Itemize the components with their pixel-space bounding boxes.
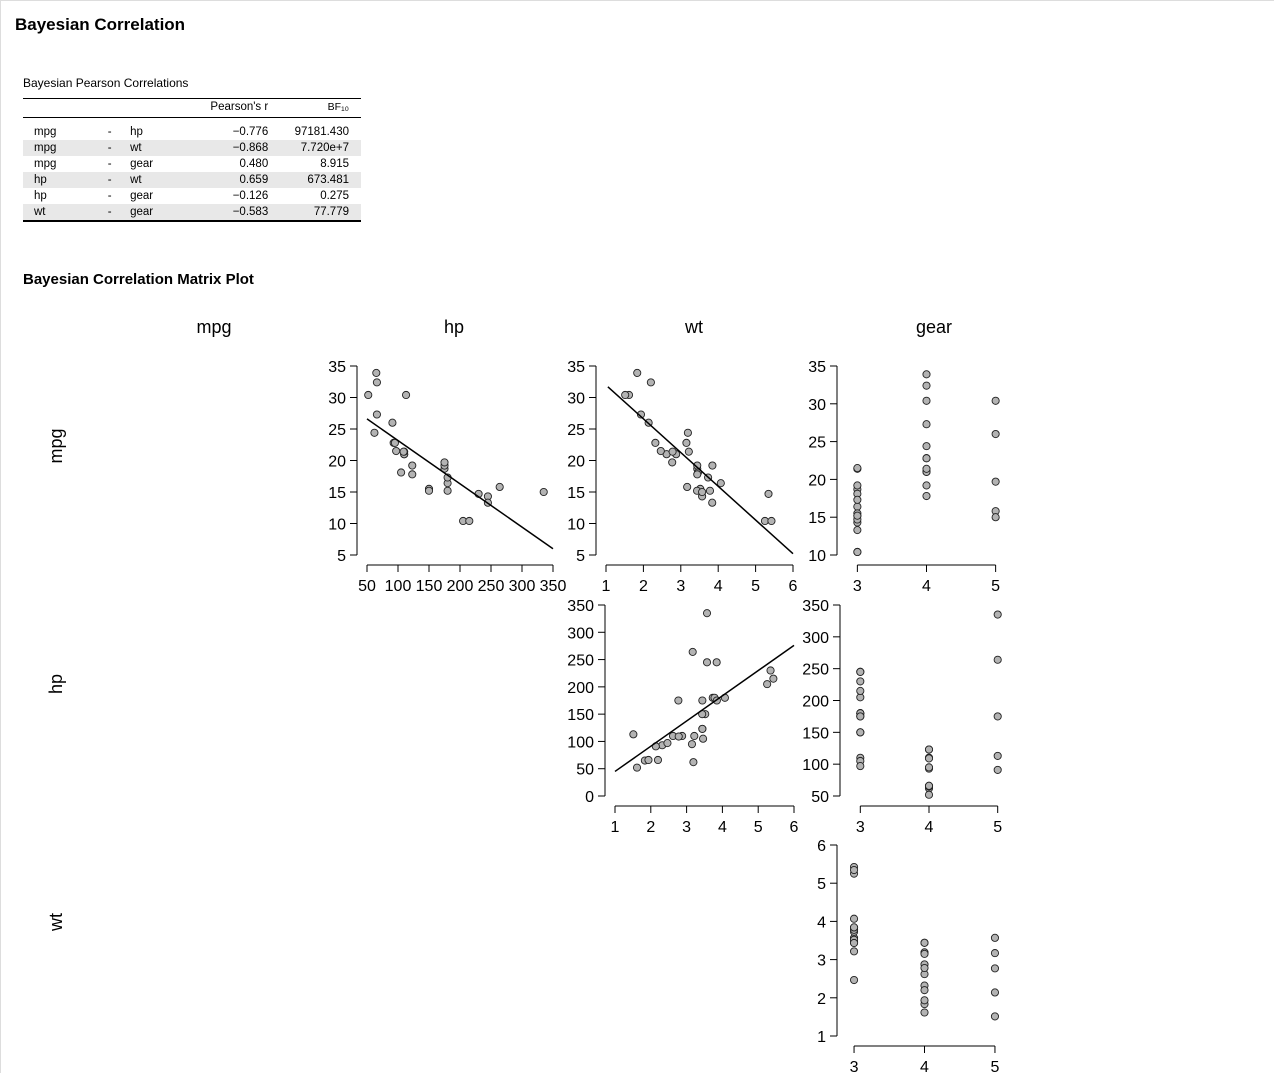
data-point <box>373 379 380 386</box>
var2-cell: hp <box>130 126 143 138</box>
data-point <box>688 741 695 748</box>
data-point <box>925 746 932 753</box>
data-point <box>925 791 932 798</box>
data-point <box>994 766 1001 773</box>
data-point <box>854 503 861 510</box>
x-tick-label: 5 <box>993 819 1003 836</box>
data-point <box>675 733 682 740</box>
data-point <box>713 659 720 666</box>
data-point <box>398 469 405 476</box>
data-point <box>994 713 1001 720</box>
x-tick-label: 5 <box>990 1059 1000 1074</box>
x-tick-label: 3 <box>855 819 865 836</box>
data-point <box>992 514 999 521</box>
separator-cell: - <box>108 140 130 156</box>
y-tick-label: 200 <box>802 693 829 711</box>
y-tick-label: 50 <box>576 761 594 779</box>
data-point <box>699 725 706 732</box>
data-point <box>365 391 372 398</box>
data-point <box>921 950 928 957</box>
x-tick-label: 4 <box>713 578 723 595</box>
data-point <box>691 732 698 739</box>
data-point <box>770 675 777 682</box>
data-point <box>925 755 932 762</box>
var1-cell: wt <box>23 204 108 221</box>
y-tick-label: 350 <box>802 598 829 615</box>
data-point <box>923 397 930 404</box>
data-point <box>402 391 409 398</box>
data-point <box>389 419 396 426</box>
data-point <box>669 459 676 466</box>
x-tick-label: 50 <box>358 578 376 595</box>
y-tick-label: 250 <box>567 652 594 670</box>
y-tick-label: 15 <box>567 485 585 502</box>
data-point <box>854 482 861 489</box>
scatter-panel-mpg-vs-hp <box>328 359 566 595</box>
data-point <box>706 487 713 494</box>
x-tick-label: 300 <box>508 578 536 595</box>
var2-cell: gear <box>130 158 154 170</box>
data-point <box>857 713 864 720</box>
bf10-cell: 7.720e+7 <box>268 140 361 156</box>
bf10-cell: 0.275 <box>320 190 349 202</box>
data-point <box>699 735 706 742</box>
data-point <box>854 496 861 503</box>
y-tick-label: 300 <box>802 629 829 647</box>
var1-cell: mpg <box>34 126 57 138</box>
bf10-cell: 97181.430 <box>294 126 349 138</box>
pearson-r-cell: −0.583 <box>194 204 268 221</box>
y-tick-label: 15 <box>808 510 826 528</box>
data-point <box>645 756 652 763</box>
data-point <box>854 512 861 519</box>
data-point <box>699 697 706 704</box>
scatter-panel-wt-vs-gear <box>817 838 999 1074</box>
scatter-panels <box>328 359 1002 1074</box>
data-point <box>768 517 775 524</box>
row-label-mpg: mpg <box>46 428 66 464</box>
data-point <box>857 762 864 769</box>
y-tick-label: 1 <box>817 1029 826 1046</box>
data-point <box>923 465 930 472</box>
data-point <box>923 482 930 489</box>
bf10-cell: 8.915 <box>320 158 349 170</box>
var2-cell: gear <box>130 190 154 202</box>
y-tick-label: 5 <box>817 876 826 894</box>
y-tick-label: 350 <box>567 598 594 615</box>
y-tick-label: 25 <box>808 434 826 452</box>
y-tick-label: 35 <box>328 359 346 376</box>
data-point <box>921 987 928 994</box>
data-point <box>923 382 930 389</box>
data-point <box>703 610 710 617</box>
data-point <box>767 667 774 674</box>
y-tick-label: 150 <box>567 707 594 725</box>
y-tick-label: 30 <box>567 390 585 408</box>
data-point <box>654 756 661 763</box>
x-tick-label: 3 <box>682 819 692 836</box>
data-point <box>765 490 772 497</box>
data-point <box>647 379 654 386</box>
data-point <box>709 499 716 506</box>
y-tick-label: 150 <box>802 725 829 743</box>
y-tick-label: 6 <box>817 838 826 855</box>
data-point <box>850 939 857 946</box>
var1-cell: mpg <box>23 140 108 156</box>
x-tick-label: 5 <box>753 819 763 836</box>
data-point <box>371 429 378 436</box>
pearson-r-cell: −0.868 <box>194 140 268 156</box>
data-point <box>630 731 637 738</box>
separator-cell: - <box>108 172 130 188</box>
x-tick-label: 4 <box>924 819 934 836</box>
data-point <box>994 611 1001 618</box>
y-tick-label: 20 <box>328 453 346 471</box>
pearson-r-cell: −0.776 <box>232 126 269 138</box>
var2-cell: wt <box>130 172 194 188</box>
data-point <box>400 448 407 455</box>
data-point <box>854 548 861 555</box>
column-label-mpg: mpg <box>196 317 232 337</box>
row-label-hp: hp <box>46 673 66 695</box>
data-point <box>444 487 451 494</box>
y-tick-label: 50 <box>811 789 829 806</box>
data-point <box>925 782 932 789</box>
data-point <box>923 371 930 378</box>
data-point <box>373 411 380 418</box>
data-point <box>634 369 641 376</box>
regression-line <box>608 387 793 554</box>
data-point <box>921 997 928 1004</box>
x-tick-label: 4 <box>717 819 727 836</box>
data-point <box>540 488 547 495</box>
data-point <box>466 517 473 524</box>
separator-cell: - <box>108 204 130 221</box>
data-point <box>764 681 771 688</box>
y-tick-label: 10 <box>808 548 826 565</box>
x-tick-label: 5 <box>991 578 1001 595</box>
x-tick-label: 2 <box>638 578 648 595</box>
data-point <box>921 1009 928 1016</box>
data-point <box>991 950 998 957</box>
data-point <box>425 487 432 494</box>
data-point <box>991 1013 998 1020</box>
x-tick-label: 250 <box>477 578 505 595</box>
data-point <box>393 447 400 454</box>
data-point <box>992 478 999 485</box>
data-point <box>923 455 930 462</box>
y-tick-label: 25 <box>567 422 585 439</box>
data-point <box>923 443 930 450</box>
data-point <box>652 439 659 446</box>
data-point <box>992 430 999 437</box>
scatter-panel-hp-vs-wt <box>567 598 798 836</box>
data-point <box>992 397 999 404</box>
data-point <box>850 976 857 983</box>
data-point <box>633 764 640 771</box>
y-tick-label: 2 <box>817 990 826 1008</box>
data-point <box>496 483 503 490</box>
scatter-panel-mpg-vs-gear <box>808 359 1000 595</box>
y-tick-label: 35 <box>808 359 826 376</box>
row-label-wt: wt <box>46 913 66 931</box>
data-point <box>850 915 857 922</box>
x-tick-label: 5 <box>751 578 761 595</box>
y-tick-label: 20 <box>808 472 826 490</box>
var2-cell: wt <box>130 140 194 156</box>
x-tick-label: 150 <box>415 578 443 595</box>
data-point <box>921 939 928 946</box>
data-point <box>689 648 696 655</box>
data-point <box>684 429 691 436</box>
y-tick-label: 300 <box>567 625 594 643</box>
y-tick-label: 3 <box>817 952 826 970</box>
data-point <box>669 448 676 455</box>
column-label-gear: gear <box>915 317 953 337</box>
x-tick-label: 6 <box>789 819 799 836</box>
data-point <box>925 764 932 771</box>
data-point <box>994 656 1001 663</box>
pearson-r-cell: −0.126 <box>232 190 269 202</box>
data-point <box>857 729 864 736</box>
data-point <box>690 759 697 766</box>
data-point <box>991 965 998 972</box>
regression-line <box>367 419 553 549</box>
column-label-wt: wt <box>685 317 703 337</box>
pearson-r-cell: 0.659 <box>194 172 268 188</box>
var2-cell: gear <box>130 204 194 221</box>
y-tick-label: 15 <box>328 485 346 502</box>
data-point <box>622 391 629 398</box>
data-point <box>923 492 930 499</box>
data-point <box>703 659 710 666</box>
data-point <box>409 471 416 478</box>
x-tick-label: 200 <box>446 578 474 595</box>
data-point <box>857 687 864 694</box>
y-tick-label: 0 <box>585 789 594 806</box>
data-point <box>709 462 716 469</box>
data-point <box>994 752 1001 759</box>
data-point <box>685 448 692 455</box>
y-tick-label: 10 <box>328 516 346 534</box>
data-point <box>850 924 857 931</box>
var1-cell: hp <box>23 172 108 188</box>
pearson-r-cell: 0.480 <box>239 158 269 170</box>
x-tick-label: 4 <box>920 1059 929 1074</box>
y-tick-label: 5 <box>576 548 585 565</box>
y-tick-label: 100 <box>802 757 829 775</box>
y-tick-label: 35 <box>567 359 585 376</box>
x-tick-label: 3 <box>852 578 862 595</box>
data-point <box>991 934 998 941</box>
data-point <box>441 459 448 466</box>
data-point <box>850 866 857 873</box>
data-point <box>854 526 861 533</box>
var1-cell: mpg <box>34 158 57 170</box>
y-tick-label: 20 <box>567 453 585 471</box>
y-tick-label: 5 <box>337 548 346 565</box>
x-tick-label: 6 <box>788 578 798 595</box>
bf10-cell: 77.779 <box>268 204 361 221</box>
data-point <box>921 964 928 971</box>
scatter-panel-hp-vs-gear <box>802 598 1002 836</box>
column-header-pearson-r: Pearson's r <box>194 99 268 118</box>
data-point <box>694 471 701 478</box>
var1-cell: hp <box>34 190 47 202</box>
data-point <box>373 369 380 376</box>
data-point <box>923 421 930 428</box>
table-caption: Bayesian Pearson Correlations <box>23 76 189 90</box>
y-tick-label: 25 <box>328 422 346 439</box>
separator-cell: - <box>107 126 112 138</box>
x-tick-label: 1 <box>610 819 620 836</box>
x-tick-label: 350 <box>539 578 567 595</box>
data-point <box>991 989 998 996</box>
y-tick-label: 10 <box>567 516 585 534</box>
y-tick-label: 4 <box>817 914 826 932</box>
data-point <box>675 697 682 704</box>
separator-cell: - <box>107 158 112 170</box>
page-title: Bayesian Correlation <box>15 15 186 34</box>
bf10-cell: 673.481 <box>268 172 361 188</box>
y-tick-label: 30 <box>328 390 346 408</box>
data-point <box>409 462 416 469</box>
data-point <box>857 668 864 675</box>
separator-cell: - <box>107 190 112 202</box>
data-point <box>854 464 861 471</box>
column-label-hp: hp <box>443 317 465 337</box>
data-point <box>657 447 664 454</box>
data-point <box>850 948 857 955</box>
y-tick-label: 100 <box>567 734 594 752</box>
data-point <box>699 488 706 495</box>
x-tick-label: 3 <box>676 578 686 595</box>
data-point <box>857 678 864 685</box>
x-tick-label: 100 <box>384 578 412 595</box>
y-tick-label: 200 <box>567 679 594 697</box>
scatter-panel-mpg-vs-wt <box>567 359 797 595</box>
x-tick-label: 1 <box>601 578 611 595</box>
y-tick-label: 250 <box>802 661 829 679</box>
x-tick-label: 2 <box>646 819 656 836</box>
data-point <box>683 439 690 446</box>
plot-title: Bayesian Correlation Matrix Plot <box>23 271 254 288</box>
data-point <box>664 739 671 746</box>
column-header-bf10: BF₁₀ <box>268 99 361 118</box>
data-point <box>684 483 691 490</box>
x-tick-label: 3 <box>849 1059 859 1074</box>
x-tick-label: 4 <box>922 578 931 595</box>
y-tick-label: 30 <box>808 396 826 414</box>
